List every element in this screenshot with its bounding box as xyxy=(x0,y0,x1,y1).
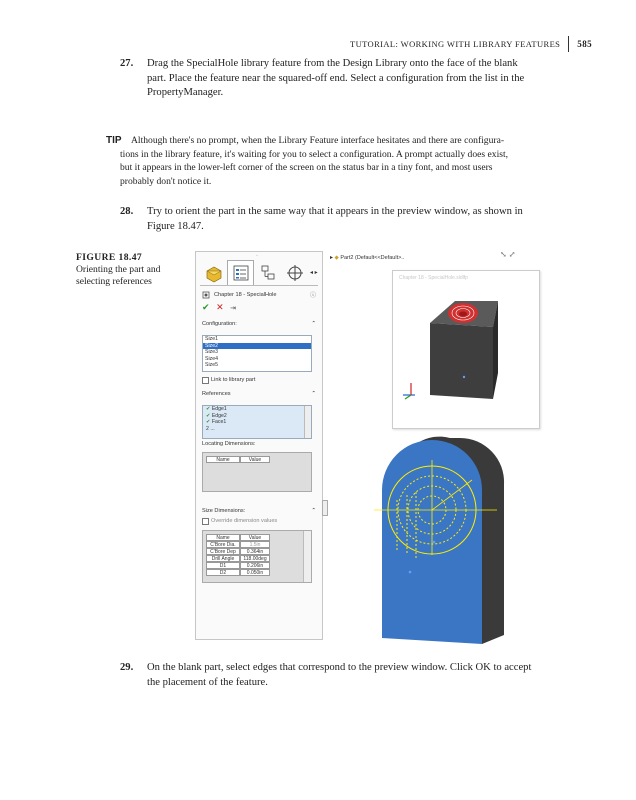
header-divider xyxy=(568,36,569,52)
running-header xyxy=(350,36,592,52)
step-number: 29. xyxy=(120,662,134,673)
caption-line: selecting references xyxy=(76,276,152,287)
dimension-name: Drill Angle xyxy=(206,555,240,562)
blank-part-model xyxy=(372,430,512,650)
tab-scroll-arrows[interactable]: ◂ ▸ xyxy=(310,270,318,276)
ok-check-icon[interactable]: ✔ xyxy=(202,302,210,312)
page-number: 585 xyxy=(577,39,592,49)
dimension-value[interactable]: 0.206in xyxy=(240,562,270,569)
override-dimension-values[interactable] xyxy=(202,518,316,525)
configuration-manager-icon xyxy=(258,263,278,283)
dimension-name: C'Bore Dia. xyxy=(206,541,240,548)
configuration-item[interactable]: Size1 xyxy=(205,336,218,342)
library-feature-property-manager xyxy=(195,251,323,640)
step-line: part. Place the feature near the squared-off end. Select a configuration from the list in the xyxy=(147,72,525,84)
configuration-label: Configuration: xyxy=(202,321,237,327)
view-tools-icons[interactable]: ⤡ ⤢ xyxy=(500,250,516,259)
figure-number: FIGURE 18.47 xyxy=(76,252,143,263)
feature-manager-icon xyxy=(204,263,224,283)
figure-caption xyxy=(76,252,181,288)
collapse-chevron-icon[interactable]: ⌃ xyxy=(311,508,316,514)
link-label: Link to library part xyxy=(211,377,256,383)
dimension-value[interactable]: 1.5in xyxy=(240,541,270,548)
step-number: 28. xyxy=(120,206,134,217)
size-dimensions-table[interactable] xyxy=(202,530,312,583)
property-manager-title: Chapter 18 - SpecialHole xyxy=(214,291,277,298)
preview-title: Chapter 18 - SpecialHole.sldlfp xyxy=(399,275,468,281)
tip-line: tions in the library feature, it's waiting for you to select a configuration. A prompt actually does exist, xyxy=(120,148,509,160)
panel-resize-handle[interactable] xyxy=(322,500,328,516)
running-title: TUTORIAL: WORKING WITH LIBRARY FEATURES xyxy=(349,39,561,49)
dimension-value[interactable]: 0.050in xyxy=(240,569,270,576)
preview-part-illustration xyxy=(393,271,539,428)
tip-label: TIP xyxy=(106,135,122,146)
tab-property-manager[interactable] xyxy=(227,260,254,285)
link-to-library-part[interactable] xyxy=(202,377,316,384)
dimension-name: D1 xyxy=(206,562,240,569)
collapse-chevron-icon[interactable]: ⌃ xyxy=(311,321,316,327)
cancel-x-icon[interactable]: ✕ xyxy=(216,302,224,312)
part-tree-label: Part2 (Default<<Default>.. xyxy=(340,255,405,261)
configuration-section-header[interactable] xyxy=(202,321,316,327)
step-number: 27. xyxy=(120,58,134,69)
step-line: PropertyManager. xyxy=(147,87,224,98)
size-table-scrollbar[interactable] xyxy=(303,531,311,582)
property-manager-header xyxy=(202,290,316,299)
reference-item-partial[interactable]: 2 ... xyxy=(206,425,215,431)
table-header-value: Value xyxy=(240,456,270,463)
configuration-item[interactable]: Size3 xyxy=(205,349,218,356)
step-line: Drag the SpecialHole library feature from the Design Library onto the face of the blank xyxy=(147,58,518,69)
step-29 xyxy=(120,661,590,690)
tab-feature-manager[interactable] xyxy=(200,260,227,285)
configuration-listbox[interactable] xyxy=(202,335,312,372)
table-header-value: Value xyxy=(240,534,270,541)
configuration-item[interactable]: Size5 xyxy=(205,362,218,369)
link-checkbox[interactable] xyxy=(202,377,209,384)
preview-window xyxy=(392,270,540,429)
step-line: Figure 18.47. xyxy=(147,220,204,232)
step-line: the placement of the feature. xyxy=(147,676,268,688)
help-icon[interactable]: ⓘ xyxy=(309,293,316,299)
references-scrollbar[interactable] xyxy=(304,406,311,438)
step-27 xyxy=(120,57,590,101)
feature-tree-flyout[interactable] xyxy=(330,254,404,261)
dimension-value[interactable]: 118.00deg xyxy=(240,555,270,562)
locating-dimensions-label: Locating Dimensions: xyxy=(202,441,256,447)
reference-item[interactable]: ✔ Face1 xyxy=(206,419,227,426)
property-manager-icon xyxy=(231,263,251,283)
table-header-name: Name xyxy=(206,534,240,541)
panel-grip-icon[interactable]: ◦ xyxy=(256,253,258,259)
panel-tabs xyxy=(200,260,318,286)
step-line: On the blank part, select edges that correspond to the preview window. Click OK to accept xyxy=(147,662,532,673)
dimension-name: C'Bore Dep xyxy=(206,548,240,555)
configuration-item[interactable]: Size4 xyxy=(205,355,218,362)
expand-arrow-icon[interactable]: ▸ xyxy=(330,255,334,261)
override-label: Override dimension values xyxy=(211,518,278,524)
dimension-name: D2 xyxy=(206,569,240,576)
library-feature-icon xyxy=(202,290,211,299)
override-checkbox[interactable] xyxy=(202,518,209,525)
collapse-chevron-icon[interactable]: ⌃ xyxy=(311,391,316,397)
size-dimensions-header[interactable] xyxy=(202,508,316,514)
reference-item[interactable]: ✔ Edge2 xyxy=(206,412,227,419)
references-label: References xyxy=(202,391,231,397)
tip-line: Although there's no prompt, when the Library Feature interface hesitates and there are configura- xyxy=(130,135,505,146)
tip-line: probably don't notice it. xyxy=(120,175,212,187)
step-28 xyxy=(120,205,590,234)
tab-configuration-manager[interactable] xyxy=(254,260,281,285)
tip-line: but it appears in the lower-left corner of the screen on the status bar in a tiny font, and most users xyxy=(120,162,493,174)
caption-line: Orienting the part and xyxy=(76,264,161,275)
step-line: Try to orient the part in the same way that it appears in the preview window, as shown in xyxy=(147,206,523,217)
locating-dimensions-table[interactable] xyxy=(202,452,312,492)
size-dimensions-label: Size Dimensions: xyxy=(202,508,246,514)
dimension-value[interactable]: 0.364in xyxy=(240,548,270,555)
references-section-header[interactable] xyxy=(202,391,316,397)
reference-item[interactable]: ✔ Edge1 xyxy=(206,406,227,412)
pm-action-buttons xyxy=(202,302,236,313)
dimxpert-icon xyxy=(285,263,305,283)
tab-dimxpert-manager[interactable] xyxy=(281,260,308,285)
table-header-name: Name xyxy=(206,456,240,463)
references-listbox[interactable] xyxy=(202,405,312,439)
part-icon: ◆ xyxy=(334,255,339,261)
pushpin-icon[interactable]: ⇥ xyxy=(230,305,236,312)
tip-box xyxy=(106,134,596,188)
configuration-item-selected[interactable]: Size2 xyxy=(203,343,311,350)
